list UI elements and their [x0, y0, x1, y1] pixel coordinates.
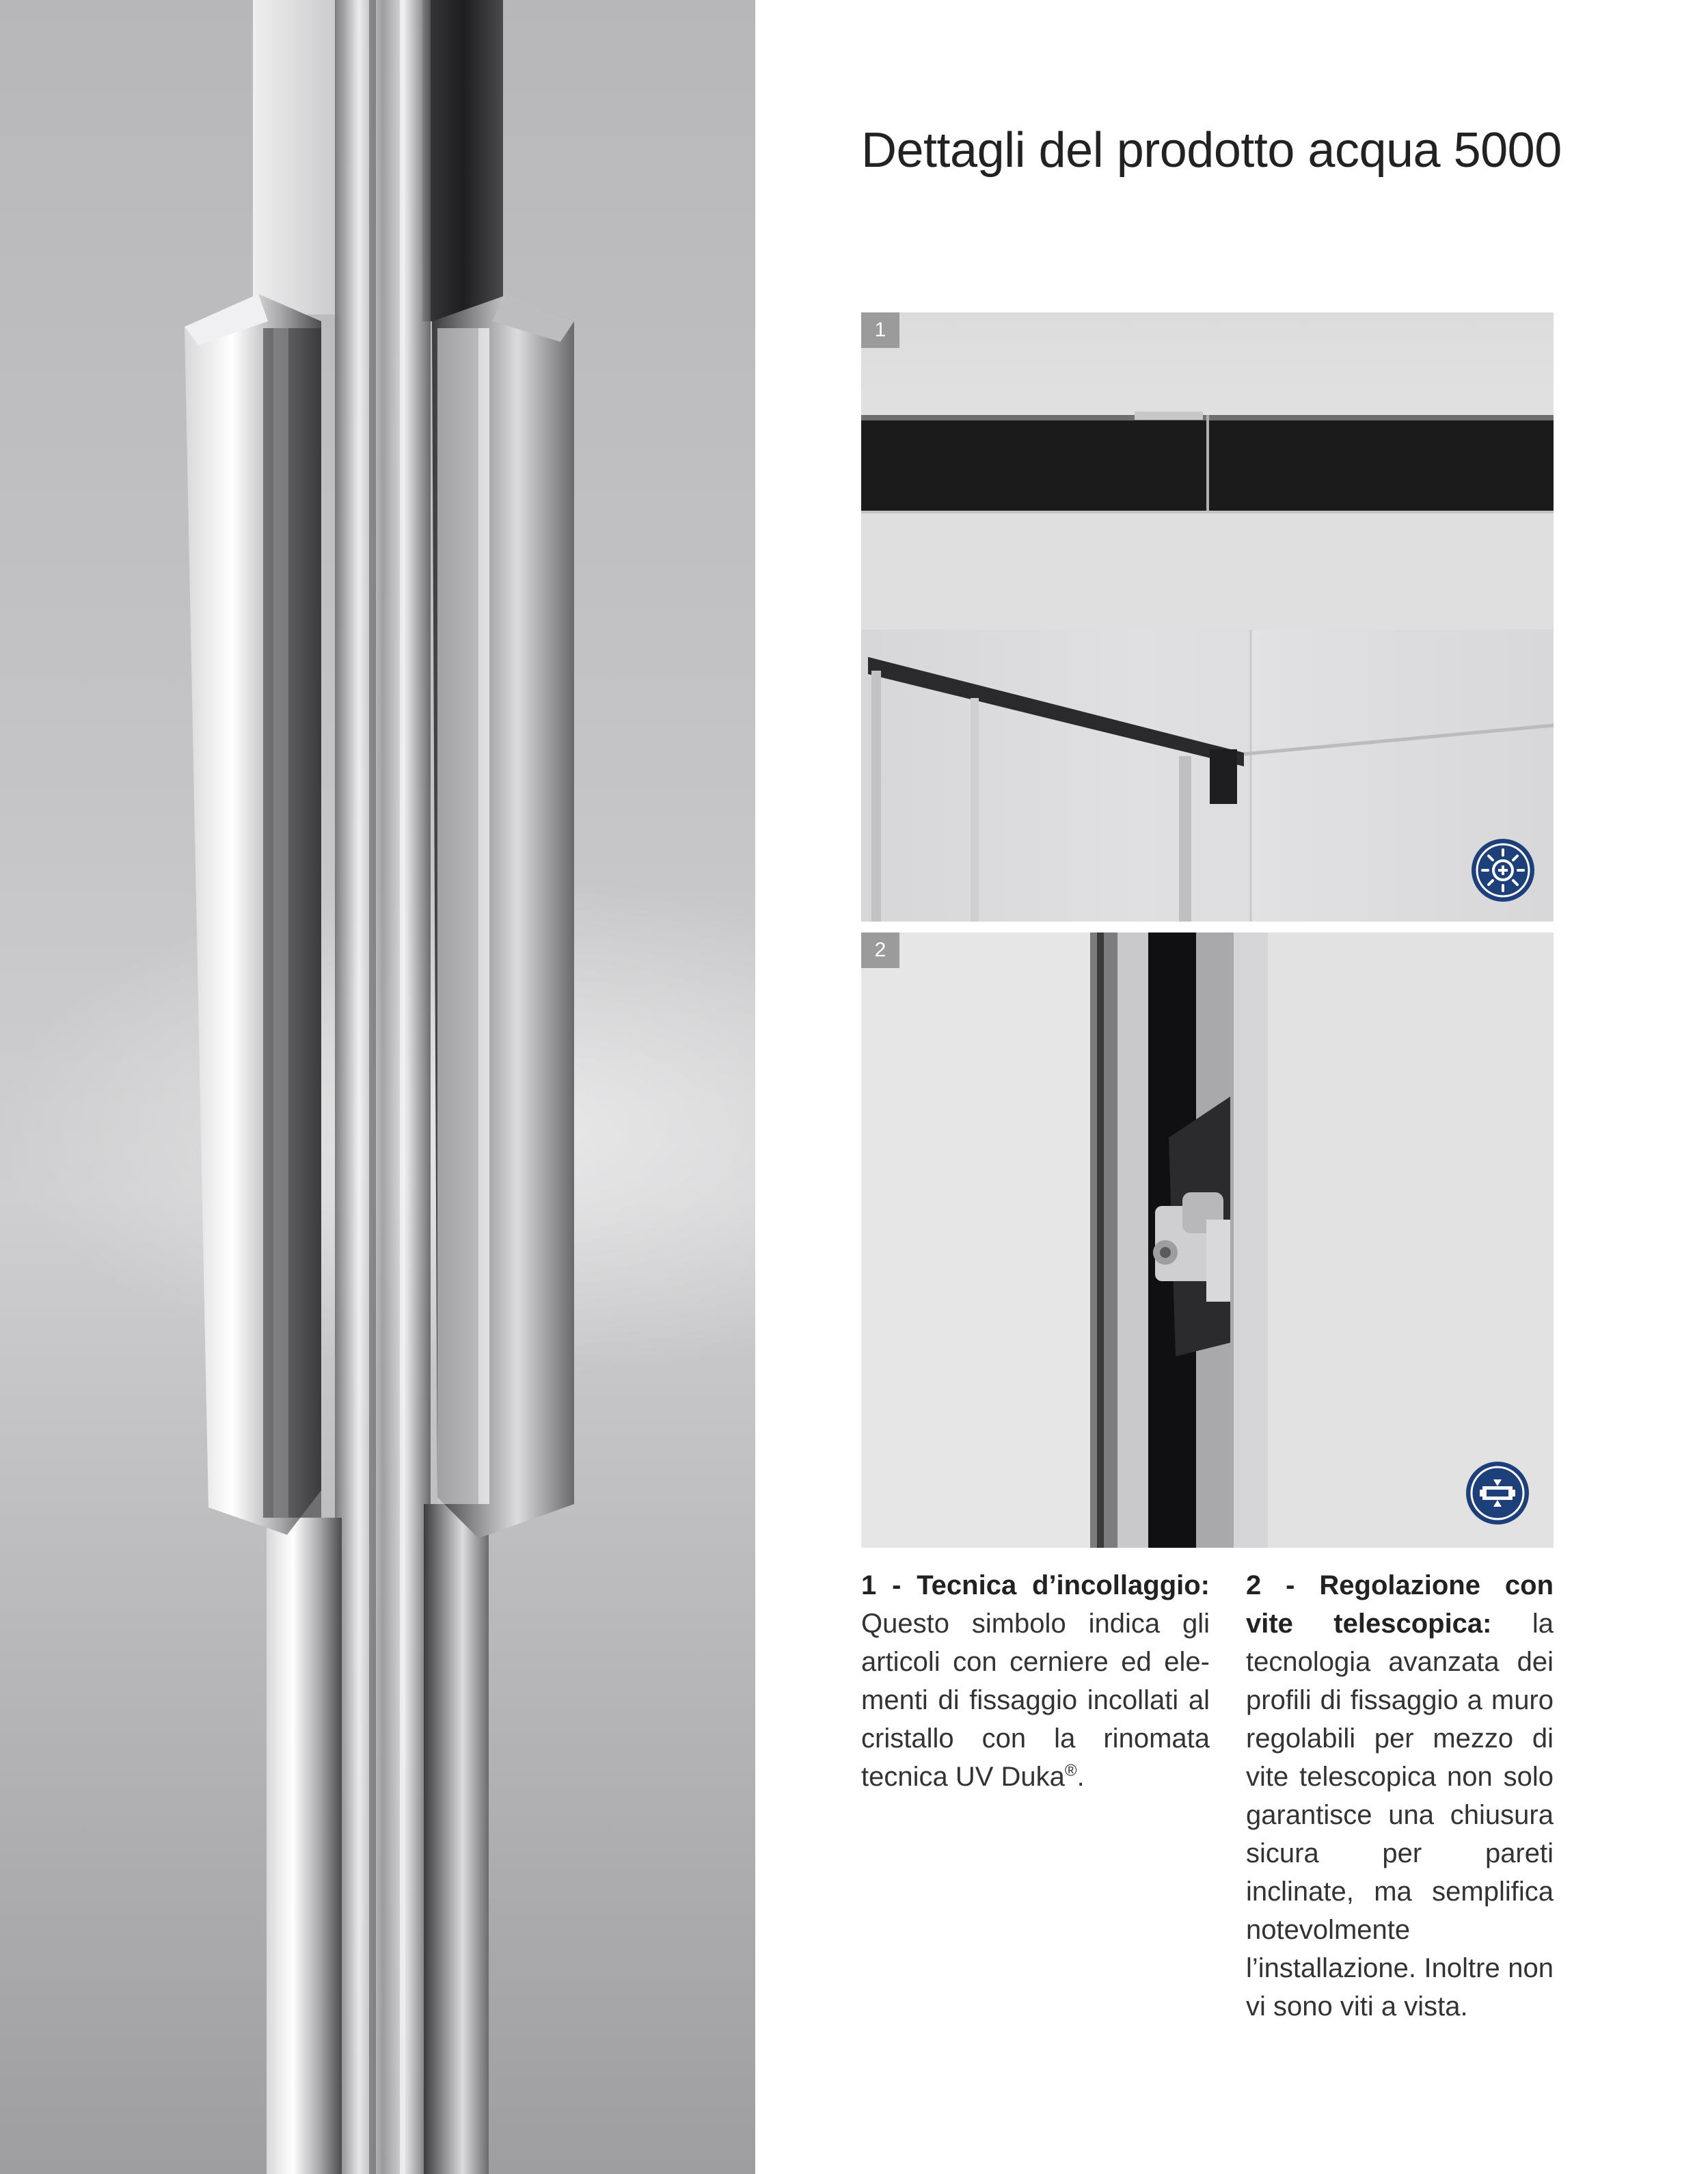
caption-bonding-technique: [861, 1566, 1210, 1796]
shower-corner-illustration: [861, 630, 1554, 922]
detail-photo-1-corner: [861, 630, 1554, 922]
handle-illustration: [0, 0, 755, 2174]
telescopic-adjust-icon: [1466, 1462, 1529, 1525]
profile-bar-illustration: [861, 312, 1554, 630]
detail-photo-2-telescopic-profile: [861, 932, 1554, 1548]
photo-number-badge-1: 1: [861, 312, 899, 348]
hero-product-photo: [0, 0, 755, 2174]
caption-1-title: 1 - Tecnica d’incollaggio:: [861, 1570, 1210, 1600]
detail-photo-1-top-profile: [861, 312, 1554, 630]
photo-number-badge-2: 2: [861, 932, 899, 968]
caption-1-end: .: [1076, 1762, 1085, 1792]
trademark-symbol: ®: [1064, 1761, 1077, 1780]
uv-bonding-icon: [1472, 839, 1534, 902]
caption-2-text: la tecnologia avanzata dei profili di fissaggio a muro regolabili per mezzo di vite telescopica non solo garantisce una chiusura sicura per pareti inclinate, ma semplifica notevolmente l’installazione. Inoltre non vi sono viti a vista.: [1246, 1609, 1554, 2022]
page-title: Dettagli del prodotto acqua 5000: [861, 123, 1562, 178]
caption-1-text: Questo simbolo indica gli articoli con cerniere ed elementi di fissaggio incollati al cristallo con la rinomata tecnica UV Duka: [861, 1609, 1210, 1792]
telescopic-profile-illustration: [861, 932, 1554, 1548]
caption-telescopic-adjustment: [1246, 1566, 1554, 2026]
caption-2-title: 2 - Regolazione con vite telescopica:: [1246, 1570, 1554, 1639]
